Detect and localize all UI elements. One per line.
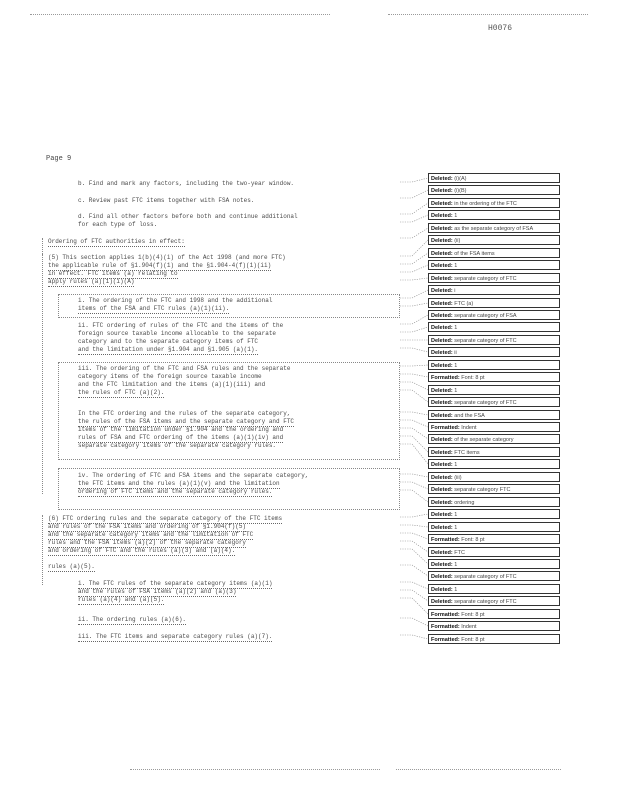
body-line: i. The FTC rules of the separate category items (a)(1) bbox=[78, 580, 273, 587]
revision-text: (i)(B) bbox=[454, 188, 467, 194]
revision-text: and the FSA bbox=[454, 413, 485, 419]
body-line: i. The ordering of the FTC and 1998 and the additional bbox=[78, 297, 273, 304]
revision-balloon[interactable] bbox=[428, 559, 560, 569]
body-line: rules (a)(4) and (a)(5). bbox=[78, 596, 165, 603]
revision-kind: Deleted: bbox=[431, 288, 453, 294]
revision-connector bbox=[400, 290, 428, 298]
revision-balloon[interactable] bbox=[428, 497, 560, 507]
revision-connector bbox=[400, 490, 428, 502]
revision-text: Font: 8 pt bbox=[461, 375, 485, 381]
body-line: Ordering of FTC authorities in effect: bbox=[48, 238, 185, 245]
revision-connector bbox=[400, 598, 428, 614]
revision-text: 1 bbox=[454, 388, 458, 394]
revision-text: 1 bbox=[454, 587, 458, 593]
revision-kind: Formatted: bbox=[431, 624, 460, 630]
revision-text: separate category of FTC bbox=[454, 574, 517, 580]
revision-text: Font: 8 pt bbox=[461, 537, 485, 543]
revision-kind: Deleted: bbox=[431, 363, 453, 369]
revision-balloon[interactable] bbox=[428, 397, 560, 407]
revision-connector bbox=[400, 348, 428, 352]
revision-kind: Deleted: bbox=[431, 388, 453, 394]
body-line: ordering of FTC items and the separate category rules. bbox=[78, 488, 273, 495]
revision-balloon[interactable] bbox=[428, 447, 560, 457]
body-line: ii. FTC ordering of rules of the FTC and the items of the bbox=[78, 322, 284, 329]
body-line: rules and the FSA items (a)(2) of the separate category bbox=[48, 539, 247, 546]
body-line: c. Review past FTC items together with FSA notes. bbox=[78, 197, 255, 204]
body-line: items of the FSA and FTC rules (a)(1)(ii). bbox=[78, 305, 230, 312]
revision-balloon[interactable] bbox=[428, 484, 560, 494]
revision-kind: Deleted: bbox=[431, 238, 453, 244]
revision-text: 1 bbox=[454, 213, 458, 219]
revision-balloon[interactable] bbox=[428, 422, 560, 432]
body-line: foreign source taxable income allocable to the separate bbox=[78, 330, 277, 337]
revision-connector bbox=[400, 265, 428, 272]
revision-connector bbox=[400, 327, 428, 332]
revision-balloon[interactable] bbox=[428, 584, 560, 594]
body-line: iii. The ordering of the FTC and FSA rules and the separate bbox=[78, 365, 291, 372]
footer-rule-right bbox=[396, 769, 561, 770]
revision-connector bbox=[400, 412, 428, 415]
revision-kind: Formatted: bbox=[431, 375, 460, 381]
revision-balloon[interactable] bbox=[428, 335, 560, 345]
revision-text: FTC bbox=[454, 550, 465, 556]
revision-kind: Deleted: bbox=[431, 562, 453, 568]
revision-kind: Formatted: bbox=[431, 537, 460, 543]
revision-balloon[interactable] bbox=[428, 621, 560, 631]
revision-balloon[interactable] bbox=[428, 571, 560, 581]
revision-connector bbox=[400, 240, 428, 256]
body-line: the FTC items and the rules (a)(1)(v) and the limitation bbox=[78, 480, 280, 487]
revision-kind: Deleted: bbox=[431, 201, 453, 207]
revision-balloon[interactable] bbox=[428, 459, 560, 469]
revision-connector bbox=[400, 482, 428, 489]
body-line: d. Find all other factors before both and continue additional bbox=[78, 213, 298, 220]
revision-text: 1 bbox=[454, 263, 458, 269]
revision-text: 1 bbox=[454, 525, 458, 531]
revision-connector bbox=[400, 215, 428, 222]
revision-text: FTC items bbox=[454, 450, 480, 456]
revision-text: ordering bbox=[454, 500, 475, 506]
body-line: category and to the separate category items of FTC bbox=[78, 338, 259, 345]
revision-balloon[interactable] bbox=[428, 273, 560, 283]
revision-text: (iii) bbox=[454, 475, 462, 481]
revision-balloon[interactable] bbox=[428, 534, 560, 544]
revision-kind: Formatted: bbox=[431, 425, 460, 431]
revision-connector bbox=[400, 278, 428, 280]
revision-kind: Deleted: bbox=[431, 301, 453, 307]
revision-kind: Deleted: bbox=[431, 525, 453, 531]
revision-text: in the ordering of the FTC bbox=[454, 201, 517, 207]
revision-balloon[interactable] bbox=[428, 434, 560, 444]
revision-connector bbox=[400, 374, 428, 377]
revision-balloon[interactable] bbox=[428, 522, 560, 532]
body-line: and the limitation under §1.904 and §1.905 (a)(1). bbox=[78, 346, 259, 353]
revision-connector bbox=[400, 541, 428, 552]
revision-kind: Deleted: bbox=[431, 188, 453, 194]
revision-text: separate category of FTC bbox=[454, 276, 517, 282]
body-line: and the separate category items and the limitation of FTC bbox=[48, 531, 254, 538]
revision-connector bbox=[400, 382, 428, 390]
revision-connector bbox=[400, 533, 428, 539]
revision-balloon[interactable] bbox=[428, 173, 560, 183]
revision-kind: Deleted: bbox=[431, 462, 453, 468]
body-line: (6) FTC ordering rules and the separate category of the FTC items bbox=[48, 515, 283, 522]
revision-kind: Deleted: bbox=[431, 550, 453, 556]
revision-connector bbox=[400, 618, 428, 626]
revision-connector bbox=[400, 428, 428, 439]
revision-connector bbox=[400, 190, 428, 198]
revision-kind: Deleted: bbox=[431, 437, 453, 443]
revision-kind: Deleted: bbox=[431, 400, 453, 406]
revision-kind: Deleted: bbox=[431, 487, 453, 493]
body-line: in effect. FTC items (a) relating to bbox=[48, 270, 178, 277]
revision-connector bbox=[400, 365, 428, 366]
revision-text: of the separate category bbox=[454, 437, 514, 443]
page-label: Page 9 bbox=[46, 155, 72, 163]
revision-connector bbox=[400, 565, 428, 576]
revision-kind: Formatted: bbox=[431, 612, 460, 618]
revision-balloon[interactable] bbox=[428, 223, 560, 233]
revision-text: ii bbox=[454, 350, 457, 356]
revision-balloon[interactable] bbox=[428, 547, 560, 557]
revision-balloon[interactable] bbox=[428, 210, 560, 220]
revision-kind: Deleted: bbox=[431, 176, 453, 182]
revision-text: Indent bbox=[461, 425, 477, 431]
revision-kind: Deleted: bbox=[431, 313, 453, 319]
revision-balloon[interactable] bbox=[428, 596, 560, 606]
revision-connector bbox=[400, 420, 428, 427]
body-line: the applicable rule of §1.904(f)(1) and the §1.904-4(f)(1)(ii) bbox=[48, 262, 272, 269]
document-id: H0076 bbox=[488, 24, 513, 33]
revision-connector bbox=[400, 228, 428, 238]
body-line: and rules of the FSA items and ordering of §1.904(f)(5) bbox=[48, 523, 247, 530]
revision-text: separate category of FTC bbox=[454, 599, 517, 605]
revision-connector bbox=[400, 315, 428, 324]
revision-balloon[interactable] bbox=[428, 360, 560, 370]
revision-text: i bbox=[454, 288, 456, 294]
footer-rule-left bbox=[130, 769, 380, 770]
revision-text: (i)(A) bbox=[454, 176, 467, 182]
body-line: and the FTC limitation and the items (a)(1)(iii) and bbox=[78, 381, 266, 388]
revision-connector bbox=[400, 590, 428, 601]
revision-kind: Deleted: bbox=[431, 500, 453, 506]
revision-connector bbox=[400, 549, 428, 564]
revision-balloon[interactable] bbox=[428, 248, 560, 258]
revision-kind: Deleted: bbox=[431, 475, 453, 481]
revision-balloon[interactable] bbox=[428, 347, 560, 357]
revision-connector bbox=[400, 390, 428, 402]
body-line: separate category items of the separate category rules. bbox=[78, 442, 277, 449]
revision-kind: Deleted: bbox=[431, 599, 453, 605]
revision-connector bbox=[400, 635, 428, 639]
body-line: In the FTC ordering and the rules of the separate category, bbox=[78, 410, 291, 417]
revision-text: separate category of FTC bbox=[454, 338, 517, 344]
revision-kind: Deleted: bbox=[431, 276, 453, 282]
revision-kind: Deleted: bbox=[431, 213, 453, 219]
revision-balloon[interactable] bbox=[428, 609, 560, 619]
body-line: and ordering of FTC and the rules (a)(3) and (a)(4). bbox=[48, 547, 236, 554]
revision-kind: Deleted: bbox=[431, 413, 453, 419]
revision-text: as the separate category of FSA bbox=[454, 226, 534, 232]
revision-text: separate category FTC bbox=[454, 487, 511, 493]
revision-text: 1 bbox=[454, 512, 458, 518]
body-line: iii. The FTC items and separate category rules (a)(7). bbox=[78, 633, 273, 640]
body-line: the rules of the FSA items and the separate category and FTC bbox=[78, 418, 295, 425]
body-line: apply rules (a)(1)(i)(A) bbox=[48, 278, 135, 285]
body-line: (5) This section applies 1(b)(4)(i) of the Act 1998 (and more FTC) bbox=[48, 254, 286, 261]
body-line: rules (a)(5). bbox=[48, 563, 95, 570]
revision-connector bbox=[400, 436, 428, 452]
revision-kind: Deleted: bbox=[431, 450, 453, 456]
revision-connector bbox=[400, 303, 428, 306]
revision-text: of the FSA items bbox=[454, 251, 495, 257]
revision-kind: Deleted: bbox=[431, 350, 453, 356]
revision-balloon[interactable] bbox=[428, 198, 560, 208]
body-line: the rules of FTC (a)(2). bbox=[78, 389, 165, 396]
revision-connector bbox=[400, 253, 428, 264]
revision-text: 1 bbox=[454, 325, 458, 331]
revision-kind: Deleted: bbox=[431, 325, 453, 331]
revision-text: 1 bbox=[454, 462, 458, 468]
revision-kind: Deleted: bbox=[431, 512, 453, 518]
revision-balloon[interactable] bbox=[428, 298, 560, 308]
revision-balloon[interactable] bbox=[428, 260, 560, 270]
revision-balloon[interactable] bbox=[428, 385, 560, 395]
revision-text: separate category of FTC bbox=[454, 400, 517, 406]
revision-balloon[interactable] bbox=[428, 322, 560, 332]
revision-kind: Deleted: bbox=[431, 587, 453, 593]
revision-balloon[interactable] bbox=[428, 235, 560, 245]
body-line: items of the limitation under §1.904 and the ordering and bbox=[78, 426, 284, 433]
revision-connector bbox=[400, 525, 428, 527]
body-line: iv. The ordering of FTC and FSA items and the separate category, bbox=[78, 472, 309, 479]
revision-text: Font: 8 pt bbox=[461, 637, 485, 643]
body-line: category items of the foreign source taxable income bbox=[78, 373, 262, 380]
revision-connector bbox=[400, 203, 428, 214]
revision-balloon[interactable] bbox=[428, 472, 560, 482]
revision-text: Indent bbox=[461, 624, 477, 630]
revision-balloon[interactable] bbox=[428, 285, 560, 295]
revision-kind: Deleted: bbox=[431, 263, 453, 269]
revision-connector bbox=[400, 582, 428, 589]
revision-text: FTC (a) bbox=[454, 301, 474, 307]
body-line: for each type of loss. bbox=[78, 221, 158, 228]
revision-text: 1 bbox=[454, 363, 458, 369]
revision-text: Font: 8 pt bbox=[461, 612, 485, 618]
revision-kind: Formatted: bbox=[431, 637, 460, 643]
revision-kind: Deleted: bbox=[431, 226, 453, 232]
revision-balloon[interactable] bbox=[428, 310, 560, 320]
revision-balloon[interactable] bbox=[428, 410, 560, 420]
revision-connector bbox=[400, 474, 428, 477]
revision-kind: Deleted: bbox=[431, 251, 453, 257]
revision-connector bbox=[400, 444, 428, 464]
revision-kind: Deleted: bbox=[431, 574, 453, 580]
body-line: and the rules of FSA items (a)(2) and (a)(3) bbox=[78, 588, 237, 595]
revision-kind: Deleted: bbox=[431, 338, 453, 344]
revision-connector bbox=[400, 514, 428, 517]
revision-text: 1 bbox=[454, 562, 458, 568]
revision-balloon[interactable] bbox=[428, 185, 560, 195]
revision-text: (ii) bbox=[454, 238, 461, 244]
body-line: ii. The ordering rules (a)(6). bbox=[78, 616, 187, 623]
revision-balloon[interactable] bbox=[428, 509, 560, 519]
revision-connector bbox=[400, 178, 428, 182]
revision-balloon[interactable] bbox=[428, 372, 560, 382]
revision-balloon[interactable] bbox=[428, 634, 560, 644]
body-line: rules of FSA and FTC ordering of the items (a)(1)(iv) and bbox=[78, 434, 284, 441]
revision-text: separate category of FSA bbox=[454, 313, 517, 319]
body-line: b. Find and mark any factors, including the two-year window. bbox=[78, 180, 295, 187]
